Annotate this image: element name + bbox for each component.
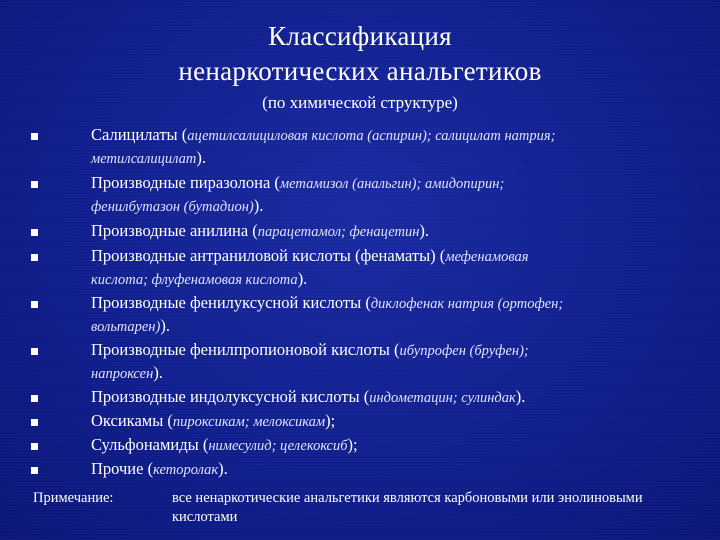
- item-detail: кеторолак: [153, 462, 219, 478]
- square-bullet-icon: [31, 467, 38, 474]
- item-detail-cont: метилсалицилат: [91, 151, 197, 167]
- list-item-text: [91, 434, 681, 457]
- item-tail: ).: [218, 459, 228, 478]
- item-detail-cont: напроксен: [91, 366, 154, 382]
- item-detail-cont: фенилбутазон (бутадион): [91, 199, 254, 215]
- item-tail: );: [347, 435, 358, 454]
- list-item-text: [91, 124, 681, 170]
- square-bullet-icon: [31, 229, 38, 236]
- square-bullet-icon: [31, 419, 38, 426]
- square-bullet-icon: [31, 348, 38, 355]
- item-tail: ).: [160, 316, 170, 335]
- item-main: Сульфонамиды (: [91, 435, 209, 454]
- item-main: Салицилаты (: [91, 125, 188, 144]
- item-detail: ацетилсалициловая кислота (аспирин); салицилат натрия;: [187, 128, 556, 144]
- square-bullet-icon: [31, 395, 38, 402]
- item-tail: ).: [297, 269, 308, 288]
- slide-subtitle: (по химической структуре): [262, 93, 458, 112]
- item-main: Производные антраниловой кислоты (фенаматы) (: [91, 246, 446, 265]
- item-detail: пироксикам; мелоксикам: [172, 414, 326, 430]
- item-detail: ибупрофен (бруфен);: [399, 343, 529, 359]
- item-detail: метамизол (анальгин); амидопирин;: [279, 176, 505, 192]
- item-main: Прочие (: [91, 459, 154, 478]
- list-item-text: [91, 458, 681, 481]
- square-bullet-icon: [31, 443, 38, 450]
- slide-title-line-2: ненаркотических анальгетиков: [178, 56, 542, 86]
- square-bullet-icon: [31, 181, 38, 188]
- item-detail: индометацин; сулиндак: [369, 390, 516, 406]
- item-main: Производные пиразолона (: [91, 173, 280, 192]
- square-bullet-icon: [31, 254, 38, 261]
- item-tail: ).: [515, 387, 526, 406]
- item-main: Производные индолуксусной кислоты (: [91, 387, 370, 406]
- list-item-text: [91, 386, 681, 409]
- item-main: Оксикамы (: [91, 411, 173, 430]
- item-tail: ).: [153, 363, 163, 382]
- note-label: Примечание:: [33, 490, 114, 506]
- item-main: Производные фенилпропионовой кислоты (: [91, 340, 400, 359]
- item-tail: ).: [196, 148, 206, 167]
- list-item-text: [91, 172, 681, 218]
- list-item-text: [91, 245, 681, 291]
- item-main: Производные анилина (: [91, 221, 258, 240]
- item-tail: ).: [253, 196, 264, 215]
- item-detail: мефенамовая: [445, 249, 529, 265]
- note-text: все ненаркотические анальгетики являются карбоновыми или энолиновыми кислотами: [172, 490, 643, 525]
- item-tail: ).: [419, 221, 430, 240]
- item-detail-cont: кислота; флуфенамовая кислота: [91, 272, 298, 288]
- list-item-text: [91, 220, 681, 243]
- list-item-text: [91, 292, 681, 338]
- list-item-text: [91, 339, 681, 385]
- item-tail: );: [325, 411, 336, 430]
- item-detail-cont: вольтарен): [91, 319, 161, 335]
- item-detail: парацетамол; фенацетин: [257, 224, 420, 240]
- item-detail: диклофенак натрия (ортофен;: [370, 296, 564, 312]
- square-bullet-icon: [31, 133, 38, 140]
- slide-title-line-1: Классификация: [268, 21, 452, 51]
- item-detail: нимесулид; целекоксиб: [208, 438, 348, 454]
- list-item-text: [91, 410, 681, 433]
- square-bullet-icon: [31, 301, 38, 308]
- item-main: Производные фенилуксусной кислоты (: [91, 293, 371, 312]
